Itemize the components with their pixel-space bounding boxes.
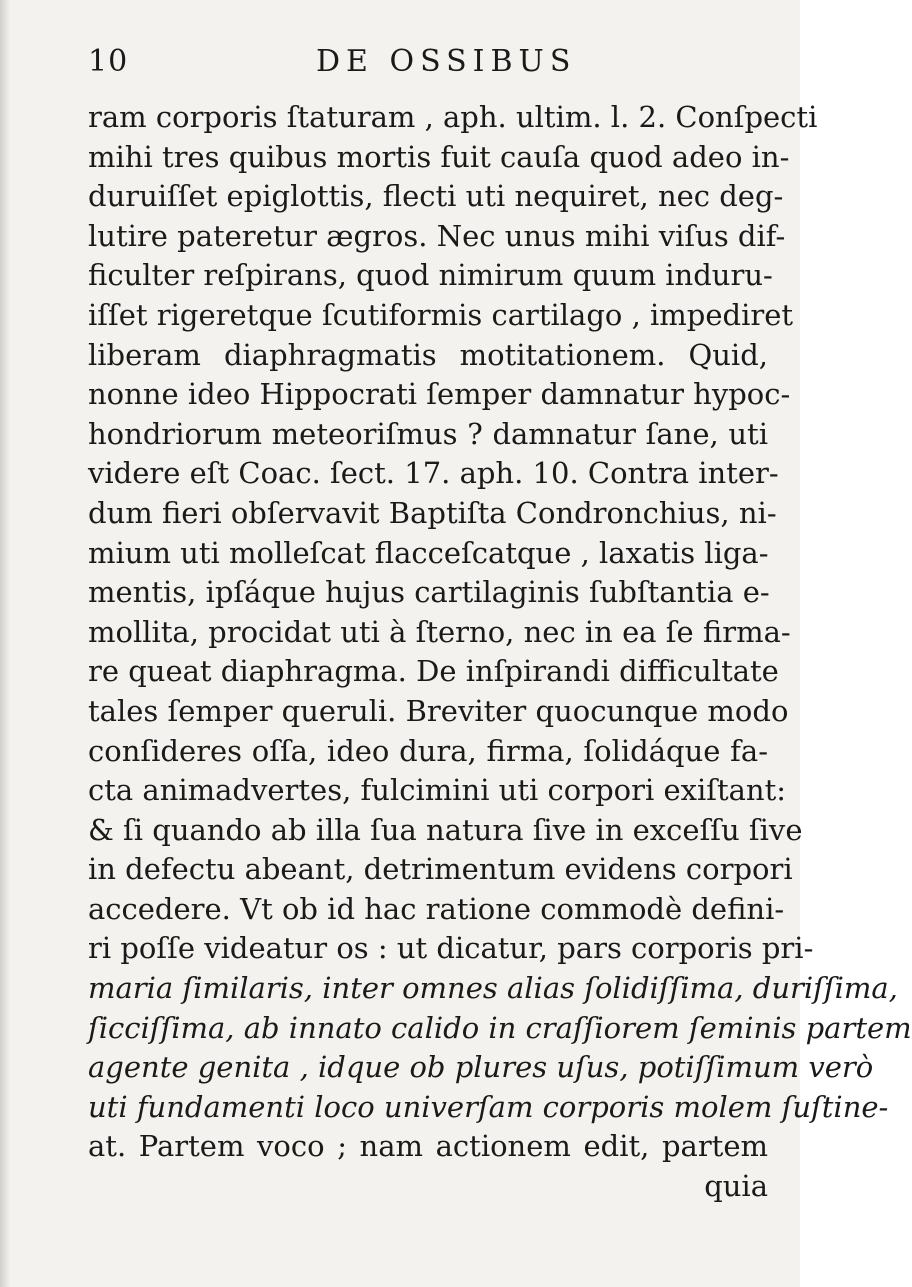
text-line: nonne ideo Hippocrati ſemper damnatur hypoc-: [88, 377, 791, 412]
page-number: 10: [88, 44, 129, 79]
text-line: lutire pateretur ægros. Nec unus mihi viſus dif-: [88, 218, 786, 253]
text-line: mium uti molleſcat flacceſcatque , laxatis liga-: [88, 535, 769, 570]
text-line: liberam diaphragmatis motitationem. Quid,: [88, 337, 768, 372]
running-title: DE OSSIBUS: [316, 44, 577, 79]
text-line: uti fundamenti loco univerſam corporis molem ſuſtine-: [88, 1089, 889, 1124]
text-line: mentis, ipſáque hujus cartilaginis ſubſtantia e-: [88, 575, 770, 610]
page-header: [88, 40, 760, 80]
text-line: in defectu abeant, detrimentum evidens corpori: [88, 852, 793, 887]
text-line: dum fieri obſervavit Baptiſta Condronchius, ni-: [88, 495, 777, 530]
text-line: duruiſſet epiglottis, flecti uti nequiret, nec deg-: [88, 179, 784, 214]
text-line: agente genita , idque ob plures uſus, potiſſimum verò: [88, 1050, 874, 1085]
text-line: conſideres oſſa, ideo dura, firma, ſolidáque fa-: [88, 733, 768, 768]
text-line: mollita, procidat uti à ſterno, nec in ea ſe firma-: [88, 614, 791, 649]
text-line: re queat diaphragma. De inſpirandi difficultate: [88, 654, 779, 689]
text-block: [88, 98, 912, 1207]
text-line: & ſi quando ab illa ſua natura ſive in exceſſu ſive: [88, 812, 803, 847]
text-line: iſſet rigeretque ſcutiformis cartilago , impediret: [88, 297, 794, 332]
text-line: at. Partem voco ; nam actionem edit, partem: [88, 1129, 768, 1164]
text-line: ſicciſſima, ab innato calido in craſſiorem ſeminis partem: [88, 1010, 912, 1045]
text-line: tales ſemper queruli. Breviter quocunque modo: [88, 693, 789, 728]
text-line: cta animadvertes, fulcimini uti corpori exiſtant:: [88, 773, 787, 808]
text-line: accedere. Vt ob id hac ratione commodè defini-: [88, 891, 785, 926]
page-edge-shadow: [0, 0, 10, 1287]
catchword: quia: [704, 1169, 768, 1204]
text-line: hondriorum meteoriſmus ? damnatur ſane, uti: [88, 416, 768, 451]
text-line: ficulter reſpirans, quod nimirum quum induru-: [88, 258, 773, 293]
text-line: ri poſſe videatur os : ut dicatur, pars corporis pri-: [88, 931, 814, 966]
text-line: mihi tres quibus mortis fuit cauſa quod adeo in-: [88, 139, 790, 174]
text-line: maria ſimilaris, inter omnes alias ſolidiſſima, duriſſima,: [88, 971, 898, 1006]
text-line: ram corporis ſtaturam , aph. ultim. l. 2. Conſpecti: [88, 100, 818, 134]
text-line: videre eſt Coac. ſect. 17. aph. 10. Contra inter-: [88, 456, 779, 491]
